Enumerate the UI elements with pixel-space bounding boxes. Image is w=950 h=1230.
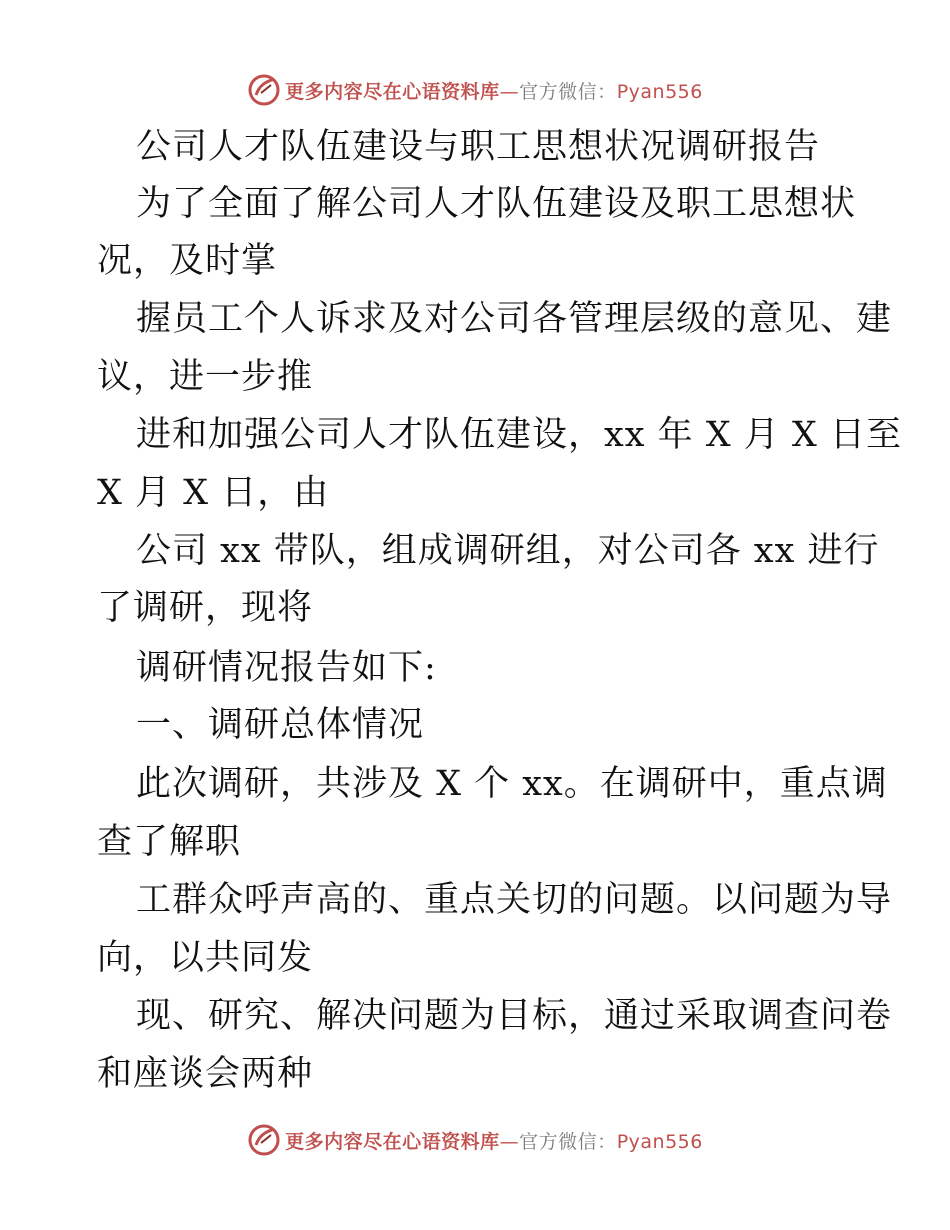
footer-wechat-label: 官方微信： xyxy=(519,1130,617,1153)
paragraph-line: 查了解职 xyxy=(97,822,242,862)
paragraph-line: 调研情况报告如下: xyxy=(136,648,437,688)
header-text xyxy=(285,77,703,104)
paragraph-line: 工群众呼声高的、重点关切的问题。以问题为导 xyxy=(136,880,893,920)
footer-banner xyxy=(0,1120,950,1160)
brand-logo-icon xyxy=(247,1123,281,1157)
footer-brand-text: 更多内容尽在心语资料库 xyxy=(285,1130,500,1153)
footer-separator: — xyxy=(499,1130,520,1153)
paragraph-line: 握员工个人诉求及对公司各管理层级的意见、建 xyxy=(136,299,893,339)
paragraph-line: 议，进一步推 xyxy=(97,357,314,397)
paragraph-line: X 月 X 日，由 xyxy=(97,473,330,513)
paragraph-line: 向，以共同发 xyxy=(97,938,314,978)
header-separator: — xyxy=(499,80,520,103)
paragraph-line: 公司 xx 带队，组成调研组，对公司各 xx 进行 xyxy=(136,531,880,571)
header-wechat-label: 官方微信： xyxy=(519,80,617,103)
paragraph-line: 此次调研，共涉及 X 个 xx。在调研中，重点调 xyxy=(136,764,888,804)
paragraph-line: 为了全面了解公司人才队伍建设及职工思想状 xyxy=(136,184,857,224)
paragraph-line: 了调研，现将 xyxy=(97,588,314,628)
header-brand-text: 更多内容尽在心语资料库 xyxy=(285,80,500,103)
brand-logo-icon xyxy=(247,73,281,107)
paragraph-line: 况，及时掌 xyxy=(97,241,278,281)
footer-text xyxy=(285,1127,703,1154)
paragraph-line: 进和加强公司人才队伍建设，xx 年 X 月 X 日至 xyxy=(136,415,902,455)
header-wechat-id: Pyan556 xyxy=(616,80,703,103)
document-title: 公司人才队伍建设与职工思想状况调研报告 xyxy=(136,127,821,167)
paragraph-line: 现、研究、解决问题为目标，通过采取调查问卷 xyxy=(136,996,893,1036)
paragraph-line: 和座谈会两种 xyxy=(97,1054,314,1094)
header-banner xyxy=(0,70,950,110)
footer-wechat-id: Pyan556 xyxy=(616,1130,703,1153)
section-heading: 一、调研总体情况 xyxy=(136,705,425,745)
